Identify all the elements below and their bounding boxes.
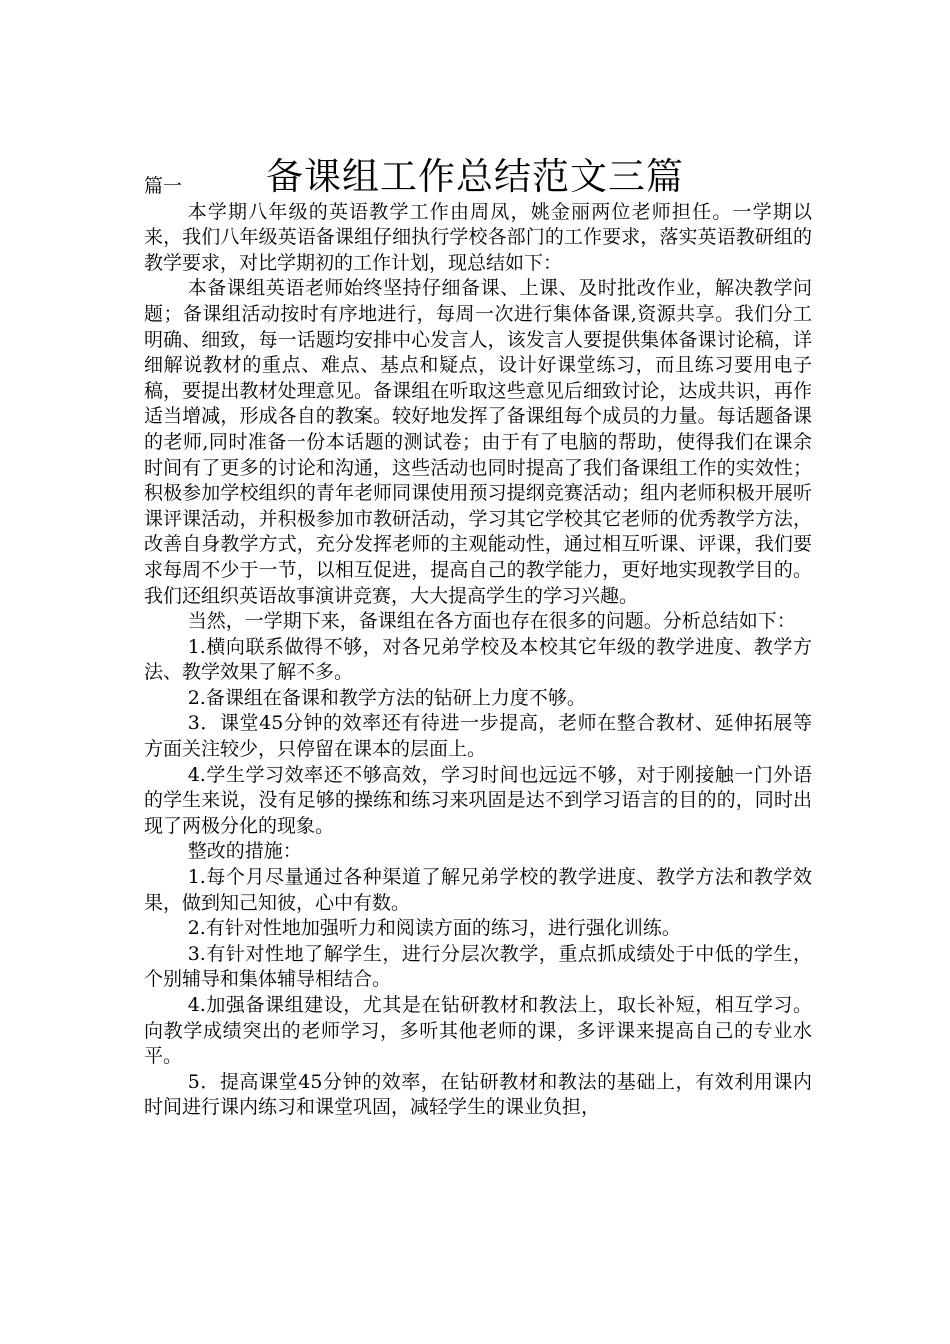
measure-item-4: 4.加强备课组建设，尤其是在钻研教材和教法上，取长补短，相互学习。向教学成绩突出的老师学习，多听其他老师的课，多评课来提高自己的专业水平。 <box>144 994 812 1068</box>
measure-item-2: 2.有针对性地加强听力和阅读方面的练习，进行强化训练。 <box>187 917 681 940</box>
problem-item-2: 2.备课组在备课和教学方法的钻研上力度不够。 <box>187 686 586 709</box>
measure-item-1: 1.每个月尽量通过各种渠道了解兄弟学校的教学进度、教学方法和教学效果，做到知己知彼，心中有数。 <box>144 866 812 914</box>
measures-heading: 整改的措施： <box>187 840 302 863</box>
paragraph-work-summary: 本备课组英语老师始终坚持仔细备课、上课、及时批改作业，解决教学问题；备课组活动按时有序地进行，每周一次进行集体备课,资源共享。我们分工明确、细致，每一话题均安排中心发言人，该发言人要提供集体备课讨论稿，详细解说教材的重点、难点、基点和疑点，设计好课堂练习，而且练习要用电子稿，要提出教材处理意见。备课组在听取这些意见后细致讨论，达成共识，再作适当增减，形成各自的教案。较好地发挥了备课组每个成员的力量。每话题备课的老师,同时准备一份本话题的测试卷；由于有了电脑的帮助，使得我们在课余时间有了更多的讨论和沟通，这些活动也同时提高了我们备课组工作的实效性；积极参加学校组织的青年老师同课使用预习提纲竞赛活动；组内老师积极开展听课评课活动，并积极参加市教研活动，学习其它学校其它老师的优秀教学方法，改善自身教学方式，充分发挥老师的主观能动性，通过相互听课、评课，我们要求每周不少于一节，以相互促进，提高自己的教学能力，更好地实现教学目的。我们还组织英语故事演讲竞赛，大大提高学生的学习兴趣。 <box>144 277 812 607</box>
problem-item-4: 4.学生学习效率还不够高效，学习时间也远远不够，对于刚接触一门外语的学生来说，没有足够的操练和练习来巩固是达不到学习语言的目的的，同时出现了两极分化的现象。 <box>144 763 812 837</box>
section-label: 篇一 <box>144 175 183 197</box>
paragraph-problems-intro: 当然，一学期下来，备课组在各方面也存在很多的问题。分析总结如下： <box>187 610 796 633</box>
measure-item-5: 5．提高课堂45分钟的效率，在钻研教材和教法的基础上，有效利用课内时间进行课内练习和课堂巩固，减轻学生的课业负担， <box>144 1070 812 1119</box>
measure-item-3: 3.有针对性地了解学生，进行分层次教学，重点抓成绩处于中低的学生，个别辅导和集体辅导相结合。 <box>144 942 812 991</box>
paragraph-intro: 本学期八年级的英语教学工作由周凤，姚金丽两位老师担任。一学期以来，我们八年级英语备课组仔细执行学校各部门的工作要求，落实英语教研组的教学要求，对比学期初的工作计划，现总结如下： <box>144 200 812 274</box>
document-title: 备课组工作总结范文三篇 <box>266 154 684 198</box>
problem-item-3: 3．课堂45分钟的效率还有待进一步提高，老师在整合教材、延伸拓展等方面关注较少，只停留在课本的层面上。 <box>144 712 812 761</box>
problem-item-1: 1.横向联系做得不够，对各兄弟学校及本校其它年级的教学进度、教学方法、教学效果了解不多。 <box>144 635 812 684</box>
document-body <box>144 174 812 1121</box>
